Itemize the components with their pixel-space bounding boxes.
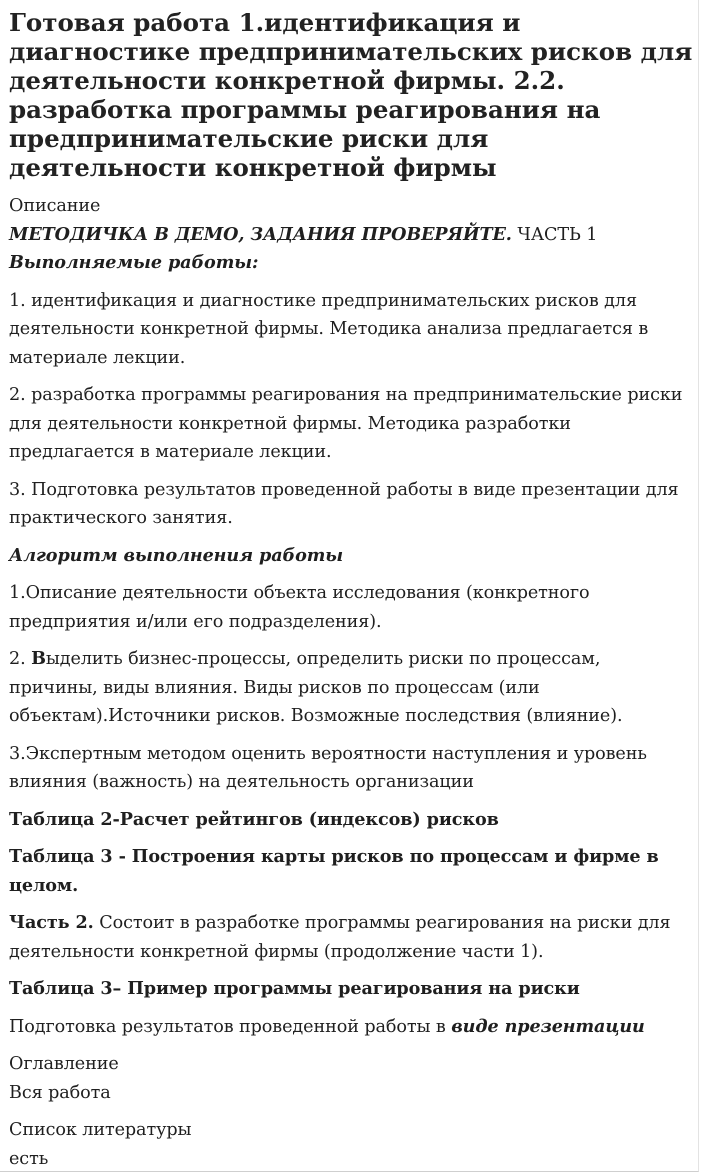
algorithm-step-1: 1.Описание деятельности объекта исследования (конкретного предприятия и/или его подразделения). <box>9 583 590 632</box>
intro-rest: ЧАСТЬ 1 <box>511 224 598 245</box>
table-2-heading: Таблица 2-Расчет рейтингов (индексов) рисков <box>9 808 499 830</box>
works-heading: Выполняемые работы: <box>9 252 259 273</box>
intro-emphasis: МЕТОДИЧКА В ДЕМО, ЗАДАНИЯ ПРОВЕРЯЙТЕ. <box>9 223 512 245</box>
step2-prefix: 2. <box>9 649 32 669</box>
references-value: есть <box>9 1148 49 1169</box>
page-title: Готовая работа 1.идентификация и диагностике предпринимательских рисков для деятельности конкретной фирмы. 2.2. разработка программы реагирования на предпринимательские риски для деятельности конкретной фирмы <box>9 8 693 182</box>
table-3-example-heading: Таблица 3– Пример программы реагирования на риски <box>9 978 580 999</box>
work-item-2: 2. разработка программы реагирования на предпринимательские риски для деятельности конкретной фирмы. Методика разработки предлагается в материале лекции. <box>9 385 683 462</box>
algorithm-heading: Алгоритм выполнения работы <box>9 544 344 566</box>
part-2-paragraph <box>9 909 694 966</box>
presentation-line <box>9 1013 694 1042</box>
algorithm-step-2 <box>9 645 694 731</box>
references-label: Список литературы <box>9 1120 192 1140</box>
algorithm-step-3: 3.Экспертным методом оценить вероятности наступления и уровень влияния (важность) на деятельность организации <box>9 743 647 792</box>
part-2-text: Состоит в разработке программы реагирования на риски для деятельности конкретной фирмы (продолжение части 1). <box>9 913 671 962</box>
work-item-3: 3. Подготовка результатов проведенной работы в виде презентации для практического занятия. <box>9 479 679 528</box>
toc-label: Оглавление <box>9 1054 119 1074</box>
step2-bold-letter: В <box>31 648 46 669</box>
intro-line <box>9 221 694 250</box>
presentation-emphasis: виде презентации <box>451 1015 645 1037</box>
presentation-text: Подготовка результатов проведенной работы в <box>9 1016 452 1037</box>
table-3-heading: Таблица 3 - Построения карты рисков по процессам и фирме в целом. <box>9 846 659 896</box>
part-2-label: Часть 2. <box>9 912 94 933</box>
document-content <box>9 8 694 1173</box>
work-item-1: 1. идентификация и диагностике предпринимательских рисков для деятельности конкретной фирмы. Методика анализа предлагается в материале лекции. <box>9 290 649 368</box>
description-label: Описание <box>9 196 101 216</box>
toc-value: Вся работа <box>9 1082 111 1103</box>
step2-rest: ыделить бизнес-процессы, определить риски по процессам, причины, виды влияния. Виды рисков по процессам (или объектам).Источники рисков. Возможные последствия (влияние). <box>9 649 623 726</box>
